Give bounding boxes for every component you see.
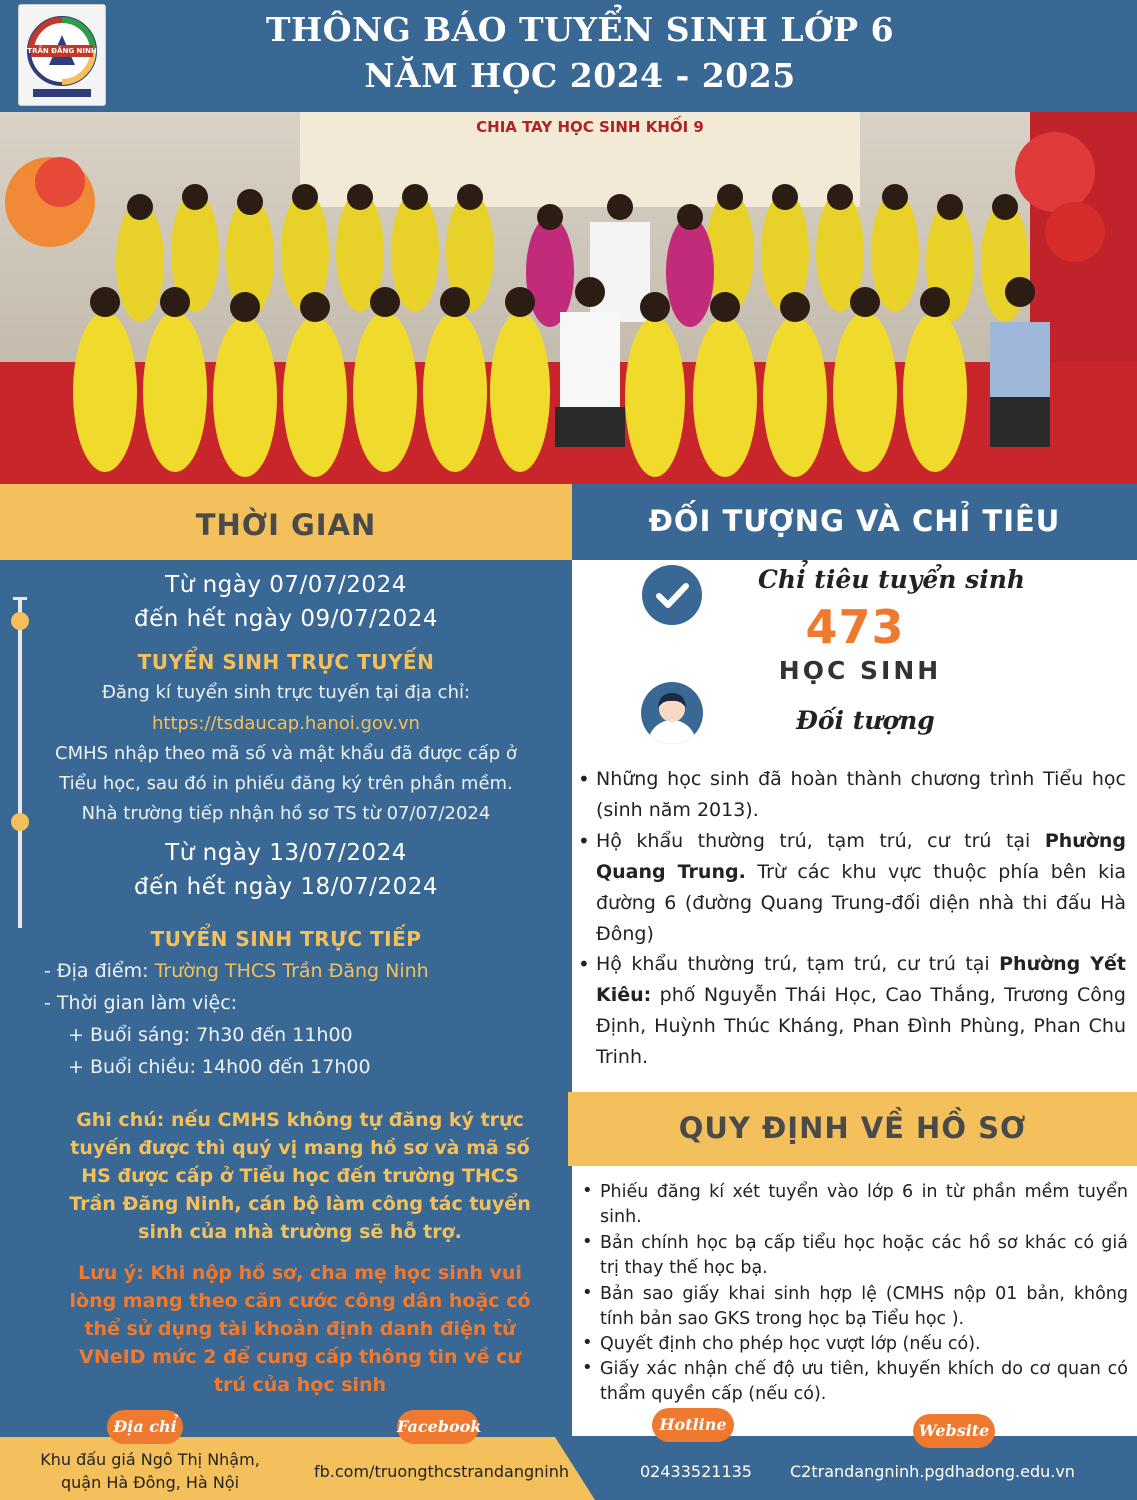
period1-start: Từ ngày 07/07/2024 xyxy=(165,572,407,598)
online-text-4: Nhà trường tiếp nhận hồ sơ TS từ 07/07/2024 xyxy=(81,803,491,824)
period1-end: đến hết ngày 09/07/2024 xyxy=(134,606,438,632)
website-label-pill: Website xyxy=(913,1414,995,1448)
location-label: - Địa điểm: xyxy=(44,960,155,982)
photo-banner-text: CHIA TAY HỌC SINH KHỐI 9 xyxy=(476,118,704,136)
note1-line: tuyến được thì quý vị mang hồ sơ và mã số xyxy=(70,1137,530,1159)
item3-rest: phố Nguyễn Thái Học, Cao Thắng, Trương Công Định, Huỳnh Thúc Kháng, Phan Đình Phùng, Phan Chu Trinh. xyxy=(596,984,1126,1068)
online-heading: TUYỂN SINH TRỰC TUYẾN xyxy=(137,650,435,674)
bullet-dot: • xyxy=(578,767,590,791)
online-text-2: CMHS nhập theo mã số và mật khẩu đã được cấp ở xyxy=(55,743,517,764)
group-photo-illustration xyxy=(0,112,1137,484)
location-value: Trường THCS Trần Đăng Ninh xyxy=(154,960,429,982)
location-row xyxy=(44,960,429,982)
period2-end: đến hết ngày 18/07/2024 xyxy=(134,874,438,900)
morning-hours: + Buổi sáng: 7h30 đến 11h00 xyxy=(68,1024,353,1046)
address-line-2: quận Hà Đông, Hà Nội xyxy=(60,1473,240,1492)
note1-line: sinh của nhà trường sẽ hỗ trợ. xyxy=(138,1221,462,1243)
address-line-1: Khu đấu giá Ngô Thị Nhậm, xyxy=(40,1450,260,1469)
note2-line: VNeID mức 2 để cung cấp thông tin về cư xyxy=(79,1346,521,1368)
facebook-label-pill: Facebook xyxy=(397,1410,479,1444)
bullet-dot: • xyxy=(578,829,590,853)
bullet-dot: • xyxy=(582,1180,593,1201)
page-title-line2: NĂM HỌC 2024 - 2025 xyxy=(364,56,796,95)
note1-line: HS được cấp ở Tiểu học đến trường THCS xyxy=(81,1165,519,1187)
address-label-pill: Địa chỉ xyxy=(107,1410,183,1444)
logo-text: TRẦN ĐĂNG NINH xyxy=(27,47,97,55)
group-photo xyxy=(0,112,1137,484)
thoi-gian-title: THỜI GIAN xyxy=(195,508,377,542)
note2-line: lòng mang theo căn cước công dân hoặc có xyxy=(69,1290,531,1312)
bullet-dot: • xyxy=(582,1231,593,1252)
period2-start: Từ ngày 13/07/2024 xyxy=(165,840,407,866)
note-identity xyxy=(40,1259,560,1399)
document-item-1: Phiếu đăng kí xét tuyển vào lớp 6 in từ phần mềm tuyển sinh. xyxy=(600,1182,1128,1227)
target-item-1: Những học sinh đã hoàn thành chương trình Tiểu học (sinh năm 2013). xyxy=(596,768,1126,821)
item2-rest: Trừ các khu vực thuộc phía bên kia đường 6 (đường Quang Trung-đối diện nhà thi đấu Hà Đông) xyxy=(596,861,1126,945)
quota-number: 473 xyxy=(805,600,905,654)
facebook-link[interactable]: fb.com/truongthcstrandangninh xyxy=(314,1462,569,1481)
note2-line: Lưu ý: Khi nộp hồ sơ, cha mẹ học sinh vui xyxy=(78,1262,522,1284)
page-title-line1: THÔNG BÁO TUYỂN SINH LỚP 6 xyxy=(265,10,895,49)
document-item-3: Bản sao giấy khai sinh hợp lệ (CMHS nộp 01 bản, không tính bản sao GKS trong học bạ Tiểu học ). xyxy=(600,1284,1128,1329)
quota-unit: HỌC SINH xyxy=(778,656,942,685)
hotline-label-pill: Hotline xyxy=(652,1408,734,1442)
online-url-link[interactable]: https://tsdaucap.hanoi.gov.vn xyxy=(152,713,420,734)
website-link[interactable]: C2trandangninh.pgdhadong.edu.vn xyxy=(790,1462,1075,1481)
document-item-4: Quyết định cho phép học vượt lớp (nếu có). xyxy=(600,1334,981,1354)
online-text-1: Đăng kí tuyển sinh trực tuyến tại địa chỉ: xyxy=(101,682,471,703)
quy-dinh-title: QUY ĐỊNH VỀ HỒ SƠ xyxy=(678,1111,1027,1145)
doi-tuong-title: ĐỐI TƯỢNG VÀ CHỈ TIÊU xyxy=(648,504,1061,538)
student-avatar-icon xyxy=(641,682,703,744)
item2-text: Hộ khẩu thường trú, tạm trú, cư trú tại xyxy=(596,830,1045,852)
bullet-dot: • xyxy=(582,1332,593,1353)
note1-line: Ghi chú: nếu CMHS không tự đăng ký trực xyxy=(76,1109,524,1131)
target-item-2 xyxy=(596,826,1126,950)
online-text-3: Tiểu học, sau đó in phiếu đăng ký trên phần mềm. xyxy=(59,773,513,794)
document-item-5: Giấy xác nhận chế độ ưu tiên, khuyến khích do cơ quan có thẩm quyền cấp (nếu có). xyxy=(600,1359,1128,1404)
item3-text: Hộ khẩu thường trú, tạm trú, cư trú tại xyxy=(596,953,1000,975)
item3-ward: Phường Yết Kiêu: xyxy=(596,953,1127,1006)
target-label: Đối tượng xyxy=(796,706,935,735)
note2-line: trú của học sinh xyxy=(213,1374,387,1396)
quota-label: Chỉ tiêu tuyển sinh xyxy=(758,565,1026,594)
bullet-dot: • xyxy=(582,1357,593,1378)
hotline-number[interactable]: 02433521135 xyxy=(640,1462,752,1481)
target-item-3 xyxy=(596,949,1126,1073)
bullet-dot: • xyxy=(582,1282,593,1303)
note-registration xyxy=(40,1106,560,1246)
direct-heading: TUYỂN SINH TRỰC TIẾP xyxy=(150,927,422,951)
bullet-dot: • xyxy=(578,952,590,976)
hours-label: - Thời gian làm việc: xyxy=(44,992,238,1014)
document-item-2: Bản chính học bạ cấp tiểu học hoặc các hồ sơ khác có giá trị thay thế học bạ. xyxy=(600,1233,1128,1278)
item2-ward: Phường Quang Trung. xyxy=(596,830,1126,883)
afternoon-hours: + Buổi chiều: 14h00 đến 17h00 xyxy=(68,1056,371,1078)
note2-line: thể sử dụng tài khoản định danh điện tử xyxy=(84,1318,516,1340)
note1-line: Trần Đăng Ninh, cán bộ làm công tác tuyển xyxy=(69,1193,531,1215)
check-icon xyxy=(642,565,702,625)
